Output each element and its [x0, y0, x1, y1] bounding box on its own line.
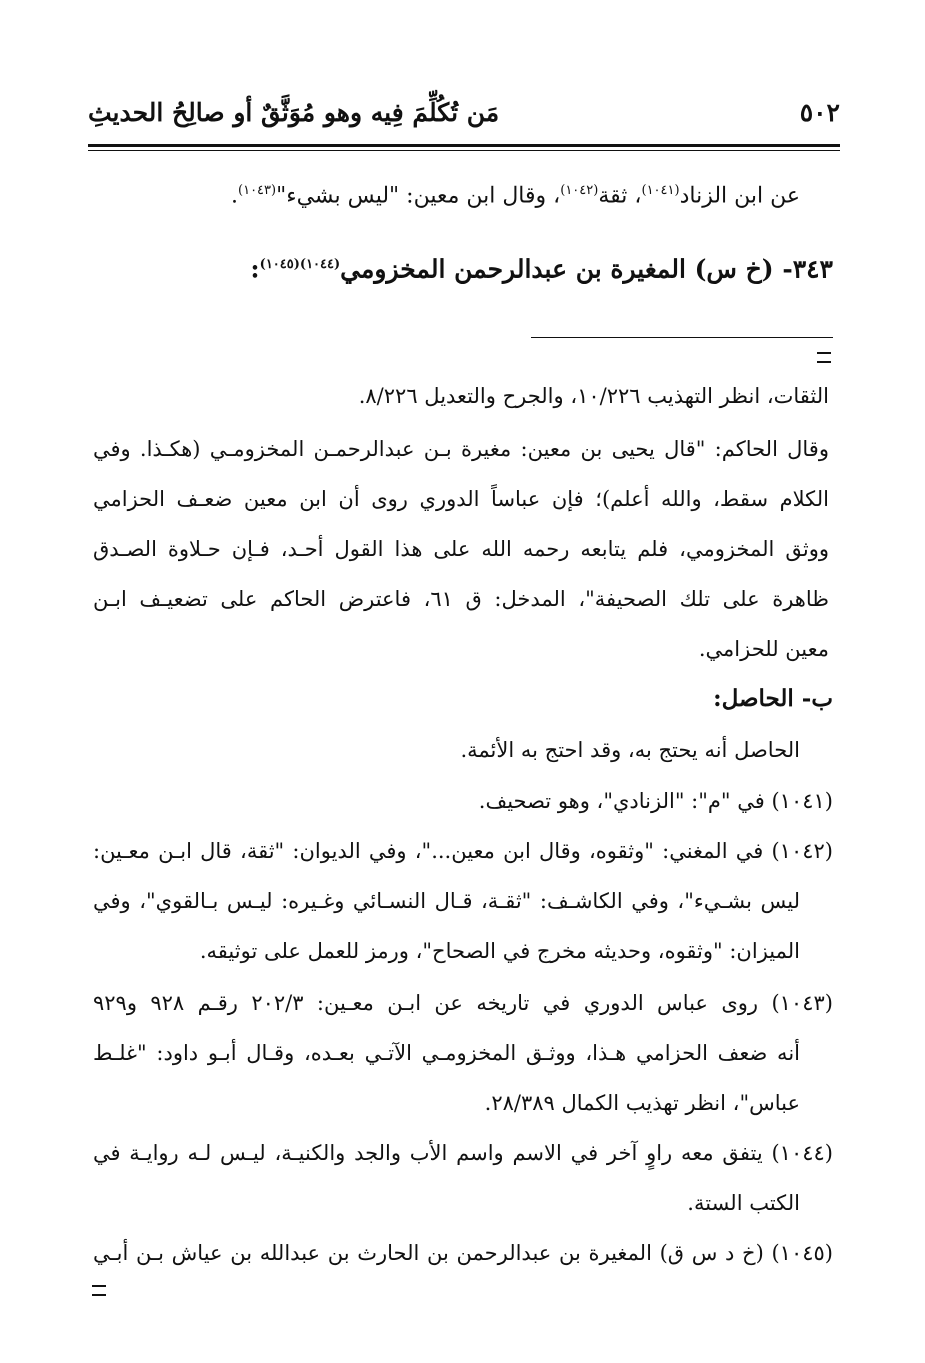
summary-text: الحاصل أنه يحتج به، وقد احتج به الأئمة. — [460, 738, 800, 762]
footnote-1042-cont: الميزان: "وثقوه، وحديثه مخرج في الصحاح"، ورمز للعمل على توثيقه. — [199, 939, 800, 963]
note-line: وقال الحاكم: "قال يحيى بن معين: مغيرة بـن عبدالرحمـن المخزومـي (هكـذا. وفي — [93, 437, 829, 461]
footnote-ref: (١٠٤٢) — [560, 183, 599, 198]
continuation-mark — [817, 352, 831, 363]
footnote-ref: (١٠٤٤) — [299, 257, 341, 272]
running-title: مَن تُكُلِّمَ فِيه وهو مُوَثَّقٌ أو صالِحُ الحديثِ — [88, 98, 500, 127]
footnote-ref: (١٠٤٣) — [238, 183, 277, 198]
footnote-1042-cont: ليس بشـيء"، وفي الكاشـف: "ثقـة، قـال النسـائي وغـيره: ليـس بـالقوي"، وفي — [93, 889, 800, 913]
page-number: ٥٠٢ — [799, 98, 840, 127]
header-rule-thick — [88, 144, 840, 147]
footnote-1043-cont: أنه ضعف الحزامي هـذا، ووثـق المخزومـي الآتـي بعـده، وقـال أبـو داود: "غلـط — [93, 1041, 800, 1065]
body-text: . — [231, 183, 239, 209]
note-line: معين للحزامي. — [698, 637, 829, 661]
note-line: الثقات، انظر التهذيب ١٠/٢٢٦، والجرح والتعديل ٨/٢٢٦. — [358, 384, 829, 408]
footnote-1043: (١٠٤٣) روى عباس الدوري في تاريخه عن ابـن معـين: ٢٠٢/٣ رقـم ٩٢٨ و٩٢٩ — [93, 991, 833, 1015]
note-line: ظاهرة على تلك الصحيفة"، المدخل: ق ٦١، فاعترض الحاكم على تضعيـف ابـن — [93, 587, 829, 611]
footnote-ref: (١٠٤١) — [641, 183, 680, 198]
entry-colon: : — [250, 254, 260, 284]
note-line: ووثق المخزومي، فلم يتابعه رحمه الله على هذا القول أحـد، فـإن حـلاوة الصـدق — [93, 537, 829, 561]
continuation-mark — [92, 1285, 106, 1296]
body-text: ، وقال ابن معين: "ليس بشيء" — [276, 183, 561, 209]
page-header — [88, 98, 840, 142]
body-text: ، ثقة — [598, 183, 642, 209]
footnote-1044: (١٠٤٤) يتفق معه راوٍ آخر في الاسم واسم الأب والجد والكنيـة، ليـس لـه روايـة في — [93, 1141, 833, 1165]
footnote-separator — [531, 337, 833, 338]
footnote-1045: (١٠٤٥) (خ د س ق) المغيرة بن عبدالرحمن بن الحارث بن عبدالله بن عياش بـن أبـي — [93, 1241, 833, 1265]
footnote-1043-cont: عباس"، انظر تهذيب الكمال ٢٨/٣٨٩. — [484, 1091, 800, 1115]
footnote-1042: (١٠٤٢) في المغني: "وثقوه، وقال ابن معين..."، وفي الديوان: "ثقة، قال ابـن معـين: — [93, 839, 833, 863]
entry-title: ٣٤٣- (خ س) المغيرة بن عبدالرحمن المخزومي — [340, 254, 833, 284]
header-rule-thin — [88, 150, 840, 151]
body-text: عن ابن الزناد — [679, 183, 800, 209]
footnote-1041: (١٠٤١) في "م": "الزنادي"، وهو تصحيف. — [478, 789, 833, 813]
footnote-ref: (١٠٤٥) — [259, 257, 300, 272]
body-line — [231, 176, 800, 211]
entry-heading — [250, 250, 833, 284]
note-line: الكلام سقط، والله أعلم)؛ فإن عباساً الدوري روى أن ابن معين ضعـف الحزامي — [93, 487, 829, 511]
footnote-1044-cont: الكتب الستة. — [687, 1191, 800, 1215]
summary-heading: ب- الحاصل: — [713, 685, 833, 712]
